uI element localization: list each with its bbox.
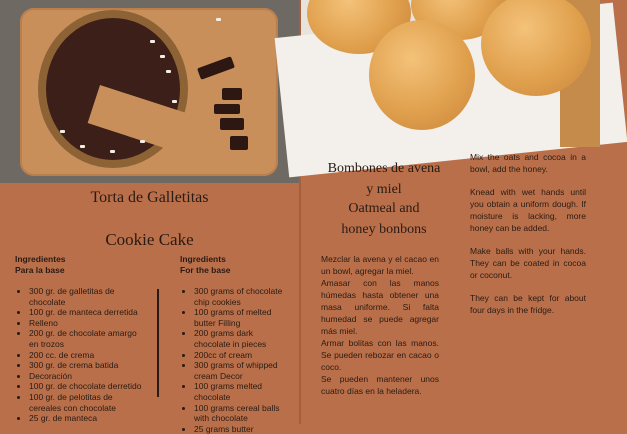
base-heading-es: Para la base bbox=[15, 265, 65, 275]
coconut-flake bbox=[150, 40, 155, 43]
coconut-flake bbox=[60, 130, 65, 133]
list-item: • 100 grams of melted butter Filling bbox=[194, 307, 290, 328]
list-item: • 300 grams of chocolate chip cookies bbox=[194, 286, 290, 307]
coconut-flake bbox=[110, 150, 115, 153]
list-item: • 300 grams of whipped cream Decor bbox=[194, 360, 290, 381]
ingredients-en bbox=[180, 254, 290, 434]
paragraph: Amasar con las manos húmedas hasta obtener una masa uniforme. Si falta humedad se puede agregar más miel. bbox=[321, 278, 439, 336]
title-line: Bombones de avena bbox=[327, 161, 441, 176]
list-item: • 25 gr. de manteca bbox=[29, 413, 145, 424]
recipe-title-en bbox=[309, 198, 459, 240]
ingredients-heading-es: Ingredientes bbox=[15, 254, 66, 264]
list-item: • Decoración bbox=[29, 371, 145, 382]
paragraph: Knead with wet hands until you obtain a uniform dough. If moisture is lacking, more honey can be added. bbox=[470, 187, 586, 233]
list-item: • 300 gr. de crema batida bbox=[29, 360, 145, 371]
coconut-flake bbox=[80, 145, 85, 148]
chocolate-piece bbox=[230, 136, 248, 150]
paragraph: Make balls with your hands. They can be coated in cocoa or coconut. bbox=[470, 246, 586, 280]
chocolate-piece bbox=[220, 118, 244, 130]
ingredient-list-es bbox=[15, 286, 145, 424]
ingredients-es bbox=[15, 254, 145, 424]
paragraph: Se pueden mantener unos cuatro días en la heladera. bbox=[321, 374, 439, 396]
list-item: • 100 gr. de manteca derretida bbox=[29, 307, 145, 318]
recipe-title-es: Torta de Galletitas bbox=[90, 189, 209, 206]
list-item: • 200 cc. de crema bbox=[29, 350, 145, 361]
list-item: • 200cc of cream bbox=[194, 350, 290, 361]
list-item: • 200 gr. de chocolate amargo en trozos bbox=[29, 328, 145, 349]
title-line: y miel bbox=[366, 182, 402, 197]
coconut-flake bbox=[140, 140, 145, 143]
instructions-es bbox=[321, 253, 439, 397]
list-item: • 100 gr. de chocolate derretido bbox=[29, 381, 145, 392]
coconut-flake bbox=[172, 100, 177, 103]
coconut-flake bbox=[216, 18, 221, 21]
ingredients-heading-en: Ingredients bbox=[180, 254, 226, 264]
column-divider bbox=[157, 289, 159, 397]
list-item: • 300 gr. de galletitas de chocolate bbox=[29, 286, 145, 307]
list-item: • Relleno bbox=[29, 318, 145, 329]
list-item: • 100 grams melted chocolate bbox=[194, 381, 290, 402]
recipe-title-en: Cookie Cake bbox=[105, 230, 194, 249]
chocolate-piece bbox=[222, 88, 242, 100]
bonbons-photo bbox=[301, 0, 600, 147]
ingredient-list-en bbox=[180, 286, 290, 434]
right-page bbox=[301, 0, 600, 424]
paragraph: Mix the oats and cocoa in a bowl, add the honey. bbox=[470, 152, 586, 174]
title-line: honey bonbons bbox=[341, 222, 427, 237]
list-item: • 100 grams cereal balls with chocolate bbox=[194, 403, 290, 424]
list-item: • 25 grams butter bbox=[194, 424, 290, 434]
paragraph: Armar bolitas con las manos. Se pueden rebozar en cacao o coco. bbox=[321, 338, 439, 372]
paragraph: They can be kept for about four days in the fridge. bbox=[470, 293, 586, 315]
list-item: • 200 grams dark chocolate in pieces bbox=[194, 328, 290, 349]
cookie-cake-photo bbox=[0, 0, 299, 183]
base-heading-en: For the base bbox=[180, 265, 231, 275]
bonbon-ball bbox=[369, 20, 475, 130]
paragraph: Mezclar la avena y el cacao en un bowl, agregar la miel. bbox=[321, 254, 439, 276]
title-line: Oatmeal and bbox=[348, 201, 420, 216]
recipe-title-es bbox=[309, 158, 459, 200]
instructions-en bbox=[470, 151, 586, 327]
left-page bbox=[0, 0, 299, 434]
coconut-flake bbox=[160, 55, 165, 58]
chocolate-piece bbox=[214, 104, 240, 114]
list-item: • 100 gr. de pelotitas de cereales con chocolate bbox=[29, 392, 145, 413]
coconut-flake bbox=[166, 70, 171, 73]
